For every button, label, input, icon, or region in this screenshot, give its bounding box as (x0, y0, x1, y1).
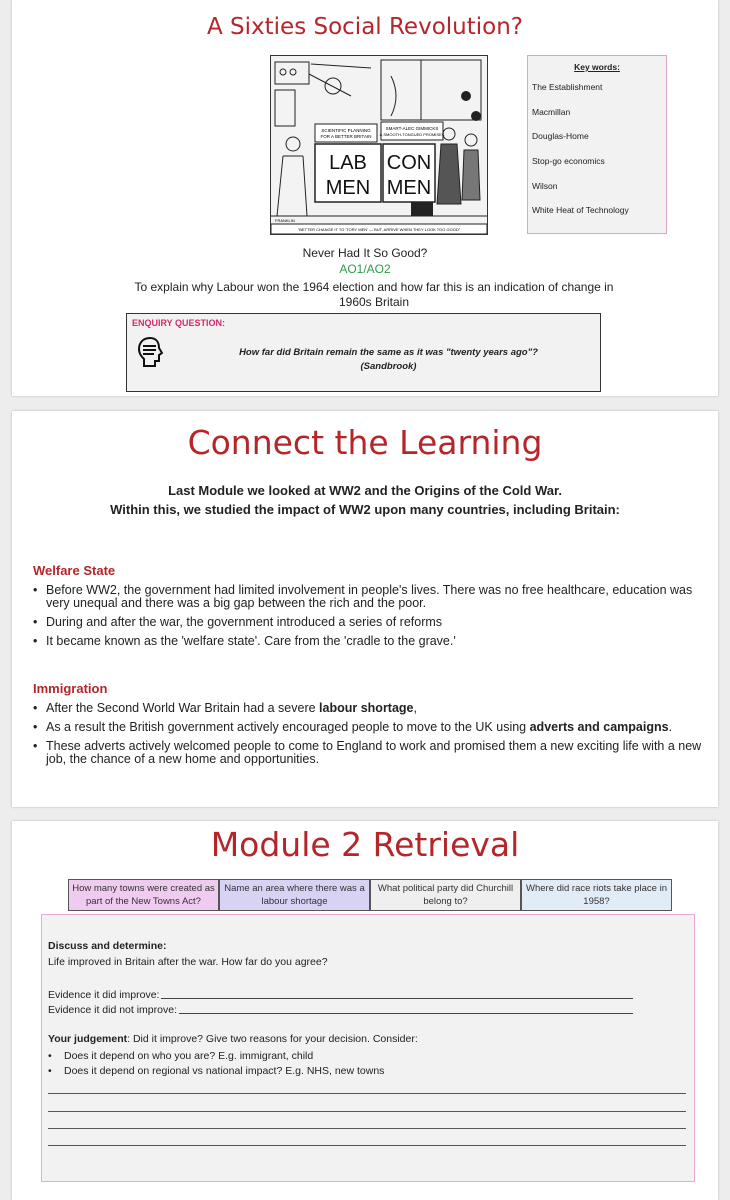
key-word: Macmillan (532, 106, 571, 117)
key-word: The Establishment (532, 82, 603, 92)
retrieval-question: What political party did Churchill belong to? (370, 879, 521, 911)
discuss-box (41, 914, 695, 1182)
cartoon-poster-right-bottom: MEN (386, 177, 432, 199)
intro-text (12, 481, 718, 519)
discuss-prompt: Life improved in Britain after the war. How far do you agree? (48, 956, 328, 968)
answer-line[interactable] (48, 1128, 686, 1129)
evidence-improve-label: Evidence it did improve: (48, 989, 160, 1001)
lesson-aim: To explain why Labour won the 1964 election and how far this is an indication of change in 1960s Britain (134, 280, 614, 309)
answer-line[interactable] (48, 1111, 686, 1112)
judgement-prompt: Your judgement: Did it improve? Give two reasons for your decision. Consider: (48, 1033, 418, 1045)
cartoon-caption: "BETTER CHANGE IT TO 'TORY MEN' — BUT, ARRIVE WHEN THEY LOOK TOO GOOD" (297, 227, 461, 232)
evidence-not-row (48, 1004, 633, 1016)
evidence-improve-line[interactable] (161, 989, 633, 999)
evidence-not-line[interactable] (179, 1004, 633, 1014)
lesson-subtitle: Never Had It So Good? (302, 246, 428, 260)
cartoon-sign-right-2: & SMOOTH-TONGUED PROMISES (379, 132, 445, 137)
slide-title: Module 2 Retrieval (210, 825, 520, 864)
enquiry-label: ENQUIRY QUESTION: (132, 318, 226, 328)
cartoon-poster-left-top: LAB (329, 152, 367, 174)
retrieval-question: Name an area where there was a labour shortage (219, 879, 370, 911)
bullet-item: • After the Second World War Britain had a severe labour shortage, (33, 702, 702, 715)
immigration-heading: Immigration (33, 681, 108, 696)
key-words-heading: Key words: (574, 62, 620, 72)
retrieval-questions (68, 879, 672, 911)
welfare-bullets (33, 584, 702, 654)
slide-retrieval (12, 821, 718, 1200)
retrieval-question: How many towns were created as part of the New Towns Act? (68, 879, 219, 911)
bullet-item: • It became known as the 'welfare state'. Care from the 'cradle to the grave.' (33, 635, 702, 648)
slide-title: A Sixties Social Revolution? (206, 14, 523, 40)
bullet-item: • As a result the British government actively encouraged people to move to the UK using adverts and campaigns. (33, 721, 702, 734)
key-word: Wilson (532, 180, 558, 191)
enquiry-question (197, 346, 580, 374)
evidence-improve-row (48, 989, 633, 1001)
answer-line[interactable] (48, 1145, 686, 1146)
key-word: Stop-go economics (532, 156, 605, 167)
intro-line: Last Module we looked at WW2 and the Origins of the Cold War. (168, 483, 562, 498)
key-words-box (527, 55, 667, 234)
cartoon-poster-left-bottom: MEN (325, 177, 371, 199)
intro-line: Within this, we studied the impact of WW2 upon many countries, including Britain: (110, 502, 620, 517)
bullet-item: • During and after the war, the government introduced a series of reforms (33, 616, 702, 629)
welfare-heading: Welfare State (33, 563, 116, 578)
immigration-bullets (33, 702, 702, 772)
bullet-item: • These adverts actively welcomed people to come to England to work and promised them a new exciting life with a new job, the chance of a new home and opportunities. (33, 740, 702, 766)
slide-title: Connect the Learning (187, 423, 543, 462)
thinking-head-icon (137, 336, 163, 368)
cartoon-sign-left-1: SCIENTIFIC PLANNING (321, 128, 371, 133)
assessment-objectives: AO1/AO2 (339, 262, 391, 276)
answer-line[interactable] (48, 1093, 686, 1094)
consideration-item: • Does it depend on regional vs national impact? E.g. NHS, new towns (48, 1064, 384, 1079)
cartoon-signature: FRANKLIN (275, 218, 295, 223)
retrieval-question: Where did race riots take place in 1958? (521, 879, 672, 911)
consideration-item: • Does it depend on who you are? E.g. immigrant, child (48, 1049, 384, 1064)
bullet-item: • Before WW2, the government had limited involvement in people's lives. There was no free healthcare, education was very unequal and there was a big gap between the rich and the poor. (33, 584, 702, 610)
political-cartoon (270, 55, 488, 235)
evidence-not-label: Evidence it did not improve: (48, 1004, 177, 1016)
discuss-heading: Discuss and determine: (48, 940, 167, 952)
enquiry-question-line: How far did Britain remain the same as it was "twenty years ago"? (239, 347, 538, 358)
cartoon-sign-right-1: SMART-ALEC GIMMICKS (385, 126, 439, 131)
key-word: White Heat of Technology (532, 205, 629, 216)
enquiry-question-box (126, 313, 601, 392)
slide-intro (12, 0, 718, 396)
slide-connect-learning (12, 411, 718, 807)
enquiry-question-source: (Sandbrook) (360, 361, 417, 372)
judgement-considerations (48, 1049, 384, 1079)
cartoon-poster-right-top: CON (386, 152, 432, 174)
cartoon-sign-left-2: FOR A BETTER BRITAIN (320, 134, 372, 139)
key-word: Douglas-Home (532, 131, 589, 142)
